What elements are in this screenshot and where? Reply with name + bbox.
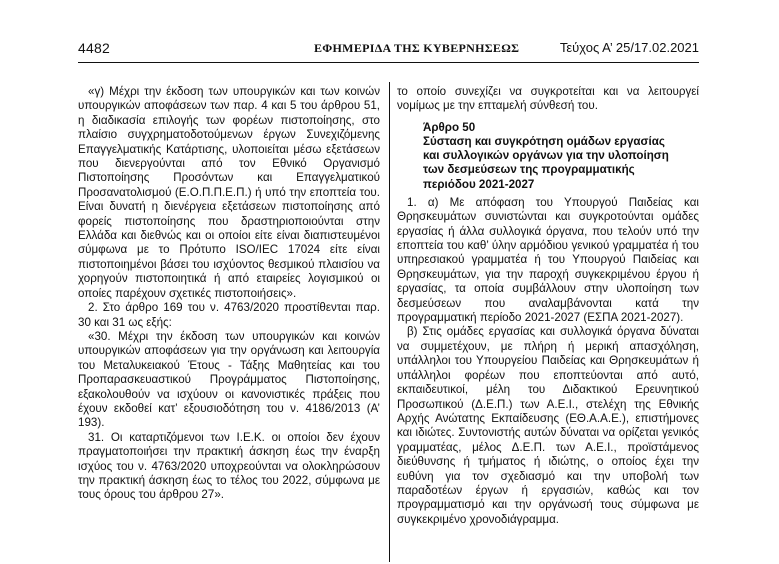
- left-paragraph-4: 31. Οι καταρτιζόμενοι των Ι.Ε.Κ. οι οποίοι δεν έχουν πραγματοποιήσει την πρακτική άσκηση έως την έναρξη ισχύος του ν. 4763/2020 υποχρεούνται να ολοκληρώσουν την πρακτική άσκηση έως το τέλος του 2022, σύμφωνα με τους όρους του άρθρου 27».: [78, 430, 380, 502]
- issue-label: Τεύχος Α’ 25/17.02.2021: [559, 40, 699, 55]
- right-column: [397, 85, 699, 527]
- article-number: Άρθρο 50: [423, 120, 476, 134]
- right-paragraph-2: β) Στις ομάδες εργασίας και συλλογικά όργανα δύναται να συμμετέχουν, με πλήρη ή μερική απασχόληση, υπάλληλοι του Υπουργείου Παιδείας και Θρησκευμάτων ή υπάλληλοι φορέων που εποπτεύονται από αυτό, εκπαιδευτικοί, μέλη του Διδακτικού Ερευνητικού Προσωπικού (Δ.Ε.Π.) των Α.Ε.Ι., στελέχη της Εθνικής Αρχής Ανώτατης Εκπαίδευσης (ΕΘ.Α.Α.Ε.), επιστήμονες και ιδιώτες. Συντονιστής αυτών δύναται να ορίζεται γενικός γραμματέας, μέλος Δ.Ε.Π. των Α.Ε.Ι., προϊστάμενος διεύθυνσης ή τμήματος ή ιδιώτης, ο οποίος έχει την ευθύνη για τον σχεδιασμό και την υποβολή των παραδοτέων έργων ή εργασιών, καθώς και τον προγραμματισμό και την οργάνωσή τους σύμφωνα με συγκεκριμένο χρονοδιάγραμμα.: [397, 325, 699, 526]
- column-divider: [389, 82, 390, 562]
- article-title: Σύσταση και συγκρότηση ομάδων εργασίας και συλλογικών οργάνων για την υλοποίηση των δεσμεύσεων της προγραμματικής περιόδου 2021-2027: [423, 135, 669, 191]
- left-paragraph-2: 2. Στο άρθρο 169 του ν. 4763/2020 προστίθενται παρ. 30 και 31 ως εξής:: [78, 301, 380, 329]
- page-number: 4482: [78, 40, 110, 56]
- gazette-title: ΕΦΗΜΕΡΙΔΑ ΤΗΣ ΚΥΒΕΡΝΗΣΕΩΣ: [314, 41, 520, 55]
- article-heading: [397, 121, 699, 192]
- left-paragraph-3: «30. Μέχρι την έκδοση των υπουργικών και κοινών υπουργικών αποφάσεων για την οργάνωση και λειτουργία του Μεταλυκειακού Έτους - Τάξης Μαθητείας και του Προπαρασκευαστικού Προγράμματος Πιστοποίησης, εξακολουθούν να ισχύουν οι κανονιστικές πράξεις που έχουν εκδοθεί κατ’ εξουσιοδότηση του ν. 4186/2013 (Α’ 193).: [78, 329, 380, 430]
- right-paragraph-0: το οποίο συνεχίζει να συγκροτείται και να λειτουργεί νομίμως με την επταμελή σύνθεσή του.: [397, 85, 699, 113]
- left-paragraph-1: «γ) Μέχρι την έκδοση των υπουργικών και των κοινών υπουργικών αποφάσεων των παρ. 4 και 5 του άρθρου 51, η διαδικασία επιλογής των φορέων πιστοποίησης, στο πλαίσιο συγχρηματοδοτούμενων έργων Συνεχιζόμενης Επαγγελματικής Κατάρτισης, υλοποιείται μέσω εξετάσεων που διενεργούνται από τον Εθνικό Οργανισμό Πιστοποίησης Προσόντων και Επαγγελματικού Προσανατολισμού (Ε.Ο.Π.Π.Ε.Π.) ή υπό την εποπτεία του. Είναι δυνατή η διενέργεια εξετάσεων πιστοποίησης από φορείς πιστοποίησης που δραστηριοποιούνται στην Ελλάδα και διεθνώς και οι οποίοι είτε είναι διαπιστευμένοι σύμφωνα με το Πρότυπο ISO/IEC 17024 είτε είναι πιστοποιημένοι βάσει του ισχύοντος θεσμικού πλαισίου να χορηγούν πιστοποιητικά ή από εταιρείες λογισμικού οι οποίες παρέχουν σχετικές πιστοποιήσεις».: [78, 85, 380, 300]
- left-column: [78, 85, 380, 503]
- header-rule: [78, 62, 699, 63]
- right-paragraph-1: 1. α) Με απόφαση του Υπουργού Παιδείας και Θρησκευμάτων συνιστώνται και συγκροτούνται ομάδες εργασίας ή άλλα συλλογικά όργανα, που τελούν υπό την εποπτεία του καθ’ ύλην αρμόδιου γενικού γραμματέα ή του υπηρεσιακού γραμματέα ή του Υπουργού Παιδείας και Θρησκευμάτων, για την παροχή συγκεκριμένου έργου ή εργασίας, τα οποία συμβάλλουν στην υλοποίηση των δεσμεύσεων που αναλαμβάνονται κατά την προγραμματική περίοδο 2021-2027 (ΕΣΠΑ 2021-2027).: [397, 195, 699, 325]
